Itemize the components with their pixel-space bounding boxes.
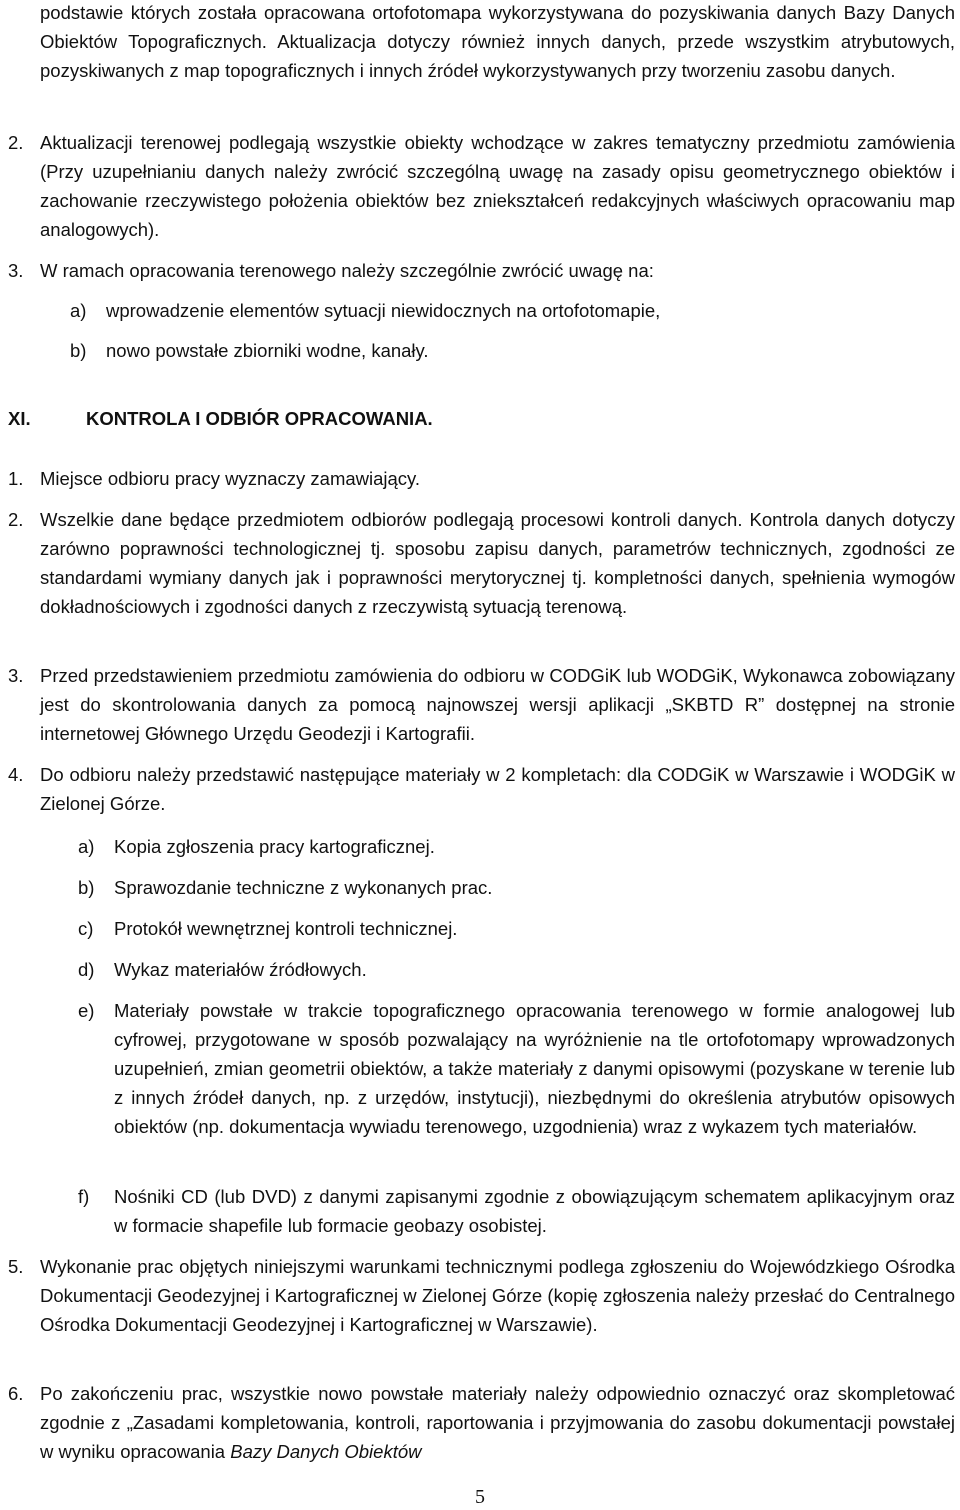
list-item: Wykonanie prac objętych niniejszymi warunkami technicznymi podlega zgłoszeniu do Wojewódzkiego Ośrodka Dokumentacji Geodezyjnej i Kartograficznej w Zielonej Górze (kopię zgłoszenia należy przesłać do Centralnego Ośrodka Dokumentacji Geodezyjnej i Kartograficznej w Warszawie). — [40, 1256, 955, 1335]
sub-list-letter: a) — [78, 836, 95, 857]
list-item-italic-text: Bazy Danych Obiektów — [230, 1441, 422, 1462]
list-number: 2. — [8, 132, 24, 153]
sub-list-letter: a) — [70, 300, 87, 321]
sub-list-item: wprowadzenie elementów sytuacji niewidocznych na ortofotomapie, — [106, 300, 661, 321]
list-number: 6. — [8, 1383, 24, 1404]
list-item-text: Po zakończeniu prac, wszystkie nowo powstałe materiały należy odpowiednio oznaczyć oraz skompletować zgodnie z „Zasadami kompletowania, kontroli, raportowania i przyjmowania do zasobu dokumentacji powstałej w wyniku opracowania — [40, 1383, 955, 1462]
list-number: 4. — [8, 764, 24, 785]
sub-list-item: Materiały powstałe w trakcie topograficznego opracowania terenowego w formie analogowej lub cyfrowej, przygotowane w sposób pozwalający na wyróżnienie na tle ortofotomapy wprowadzonych uzupełnień, zmian geometrii obiektów, a także materiały z danymi opisowymi (pozyskane w terenie lub z innych źródeł danych, np. z urzędów, instytucji), niezbędnymi do określenia atrybutów opisowych obiektów (np. dokumentacja wywiadu terenowego, uzgodnienia) wraz z wykazem tych materiałów. — [114, 1000, 955, 1137]
list-number: 3. — [8, 665, 24, 686]
section-number: XI. — [8, 408, 31, 429]
sub-list-item: Protokół wewnętrznej kontroli technicznej. — [114, 918, 458, 939]
list-number: 1. — [8, 468, 24, 489]
continuation-paragraph: podstawie których została opracowana ortofotomapa wykorzystywana do pozyskiwania danych Bazy Danych Obiektów Topograficznych. Aktualizacja dotyczy również innych danych, przede wszystkim atrybutowych, pozyskiwanych z map topograficznych i innych źródeł wykorzystywanych przy tworzeniu zasobu danych. — [40, 2, 955, 81]
sub-list-letter: b) — [78, 877, 95, 898]
list-number: 3. — [8, 260, 24, 281]
sub-list-item: Sprawozdanie techniczne z wykonanych prac. — [114, 877, 493, 898]
page-number: 5 — [475, 1486, 485, 1508]
sub-list-letter: e) — [78, 1000, 95, 1021]
sub-list-item: Nośniki CD (lub DVD) z danymi zapisanymi zgodnie z obowiązującym schematem aplikacyjnym oraz w formacie shapefile lub formacie geobazy osobistej. — [114, 1186, 955, 1236]
list-item: W ramach opracowania terenowego należy szczególnie zwrócić uwagę na: — [40, 260, 654, 281]
list-number: 5. — [8, 1256, 24, 1277]
list-item: Miejsce odbioru pracy wyznaczy zamawiający. — [40, 468, 421, 489]
sub-list-letter: d) — [78, 959, 95, 980]
list-item: Wszelkie dane będące przedmiotem odbiorów podlegają procesowi kontroli danych. Kontrola danych dotyczy zarówno poprawności technologicznej tj. sposobu zapisu danych, parametrów technicznych, zgodności ze standardami wymiany danych jak i poprawności merytorycznej tj. kompletności danych, spełnienia wymogów dokładnościowych i zgodności danych z rzeczywistą sytuacją terenową. — [40, 509, 955, 617]
list-item: Aktualizacji terenowej podlegają wszystkie obiekty wchodzące w zakres tematyczny przedmiotu zamówienia (Przy uzupełnianiu danych należy zwrócić szczególną uwagę na zasady opisu geometrycznego obiektów i zachowanie rzeczywistego położenia obiektów bez zniekształceń redakcyjnych właściwych opracowaniu map analogowych). — [40, 132, 955, 240]
sub-list-letter: b) — [70, 340, 87, 361]
list-number: 2. — [8, 509, 24, 530]
sub-list-letter: c) — [78, 918, 94, 939]
section-title: KONTROLA I ODBIÓR OPRACOWANIA. — [86, 408, 433, 429]
list-item — [40, 1379, 955, 1466]
sub-list-item: nowo powstałe zbiorniki wodne, kanały. — [106, 340, 429, 361]
list-item: Do odbioru należy przedstawić następujące materiały w 2 kompletach: dla CODGiK w Warszawie i WODGiK w Zielonej Górze. — [40, 764, 955, 814]
sub-list-item: Kopia zgłoszenia pracy kartograficznej. — [114, 836, 435, 857]
sub-list-item: Wykaz materiałów źródłowych. — [114, 959, 367, 980]
list-item: Przed przedstawieniem przedmiotu zamówienia do odbioru w CODGiK lub WODGiK, Wykonawca zobowiązany jest do skontrolowania danych za pomocą najnowszej wersji aplikacji „SKBTD R” dostępnej na stronie internetowej Głównego Urzędu Geodezji i Kartografii. — [40, 665, 955, 744]
sub-list-letter: f) — [78, 1186, 90, 1207]
